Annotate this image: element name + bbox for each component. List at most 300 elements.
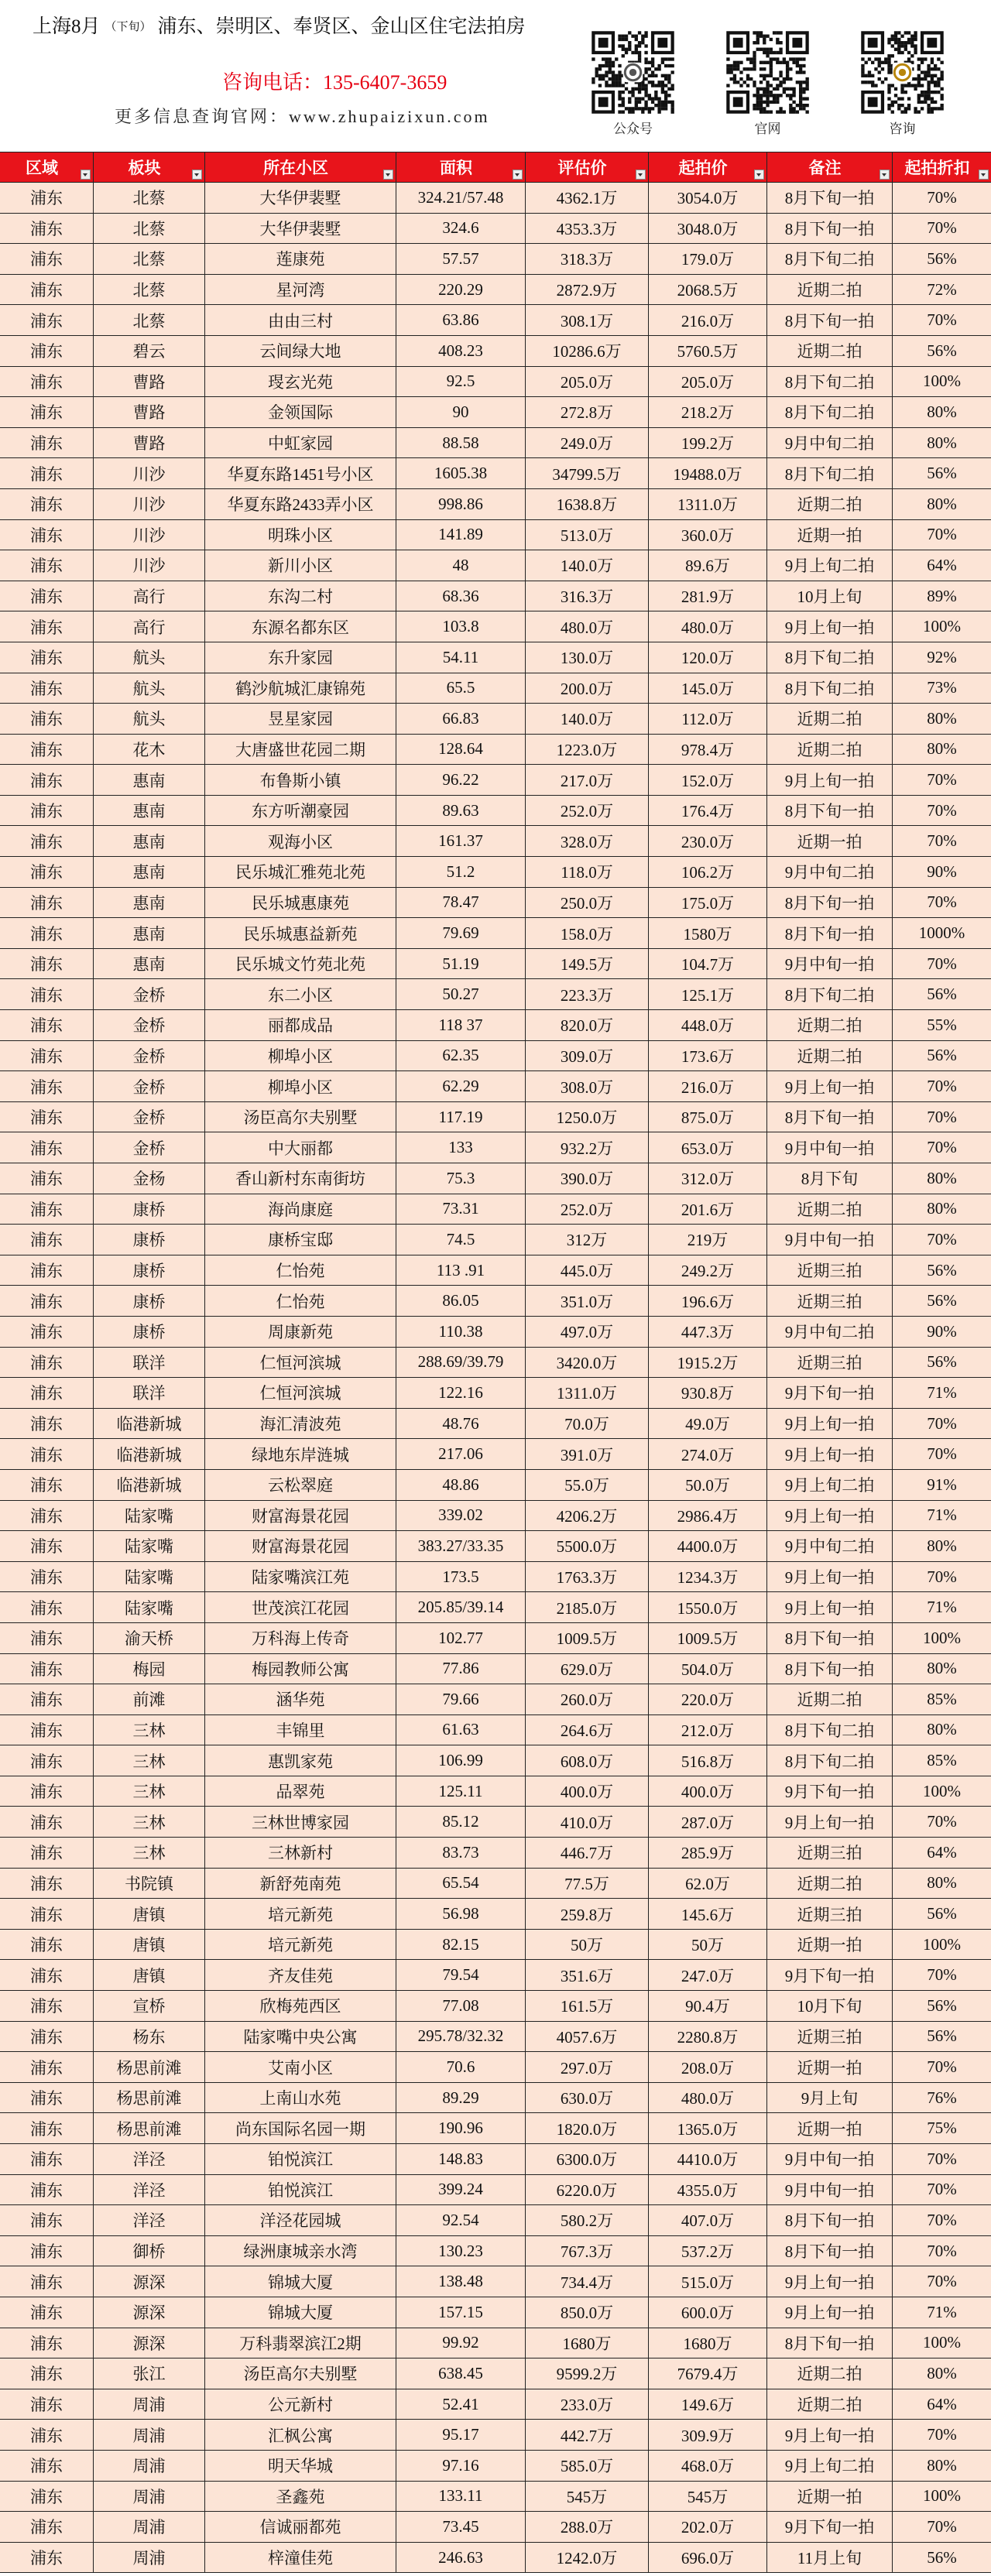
cell-region: 浦东 bbox=[0, 2113, 94, 2143]
table-row bbox=[0, 1991, 991, 2022]
cell-block: 金桥 bbox=[94, 1041, 205, 1071]
cell-starting-discount: 100% bbox=[923, 1934, 961, 1954]
cell-remark: 9月中旬一拍 bbox=[767, 949, 893, 979]
cell-starting-discount: 70% bbox=[927, 218, 957, 238]
cell-appraisal-price: 316.3万 bbox=[526, 581, 649, 611]
cell-block: 三林 bbox=[94, 1715, 205, 1745]
title-prefix: 上海8月 bbox=[33, 16, 101, 37]
cell-appraisal-price: 272.8万 bbox=[526, 397, 649, 427]
cell-block: 三林 bbox=[94, 1807, 205, 1837]
cell-appraisal-price: 130.0万 bbox=[526, 642, 649, 673]
cell-starting-discount: 100% bbox=[923, 1628, 961, 1647]
filter-dropdown-icon[interactable] bbox=[513, 170, 523, 180]
cell-region: 浦东 bbox=[0, 2266, 94, 2297]
header-starting-price bbox=[649, 152, 767, 182]
page-title bbox=[33, 11, 526, 39]
cell-area: 288.69/39.79 bbox=[396, 1348, 526, 1378]
cell-block: 唐镇 bbox=[94, 1960, 205, 1990]
cell-appraisal-price: 585.0万 bbox=[526, 2451, 649, 2481]
cell-community: 东方听潮豪园 bbox=[205, 796, 396, 826]
cell-remark: 9月上旬 bbox=[767, 2083, 893, 2113]
cell-block: 周浦 bbox=[94, 2389, 205, 2420]
cell-block: 杨思前滩 bbox=[94, 2113, 205, 2143]
table-row bbox=[0, 1838, 991, 1869]
cell-region: 浦东 bbox=[0, 1623, 94, 1653]
cell-area: 1605.38 bbox=[396, 458, 526, 488]
cell-block: 川沙 bbox=[94, 550, 205, 581]
table-row bbox=[0, 1255, 991, 1286]
cell-area: 205.85/39.14 bbox=[396, 1592, 526, 1622]
cell-region: 浦东 bbox=[0, 397, 94, 427]
cell-remark: 近期一拍 bbox=[767, 2052, 893, 2082]
cell-appraisal-price: 850.0万 bbox=[526, 2297, 649, 2328]
cell-community: 锦城大厦 bbox=[205, 2297, 396, 2328]
cell-starting-discount: 90% bbox=[927, 1321, 957, 1341]
cell-remark: 近期二拍 bbox=[767, 1194, 893, 1225]
cell-appraisal-price: 4206.2万 bbox=[526, 1501, 649, 1531]
cell-starting-price: 7679.4万 bbox=[649, 2358, 767, 2389]
cell-area: 56.98 bbox=[396, 1899, 526, 1929]
table-row bbox=[0, 1807, 991, 1838]
cell-area: 77.86 bbox=[396, 1654, 526, 1684]
cell-starting-discount: 80% bbox=[927, 1720, 957, 1739]
cell-block: 洋泾 bbox=[94, 2175, 205, 2205]
table-row bbox=[0, 397, 991, 428]
cell-starting-price: 1580万 bbox=[649, 918, 767, 948]
cell-block: 梅园 bbox=[94, 1654, 205, 1684]
cell-appraisal-price: 252.0万 bbox=[526, 796, 649, 826]
cell-starting-price: 360.0万 bbox=[649, 520, 767, 550]
qr-code-wechat-graphic bbox=[588, 28, 677, 117]
cell-appraisal-price: 252.0万 bbox=[526, 1194, 649, 1225]
cell-region: 浦东 bbox=[0, 1715, 94, 1745]
table-row bbox=[0, 888, 991, 919]
auction-listing-table bbox=[0, 152, 991, 2573]
cell-starting-price: 274.0万 bbox=[649, 1439, 767, 1469]
cell-starting-price: 1915.2万 bbox=[649, 1348, 767, 1378]
cell-community: 汤臣高尔夫别墅 bbox=[205, 2358, 396, 2389]
header-label: 起拍折扣 bbox=[904, 159, 970, 177]
cell-area: 998.86 bbox=[396, 489, 526, 519]
cell-region: 浦东 bbox=[0, 2543, 94, 2573]
cell-starting-discount: 91% bbox=[927, 1475, 957, 1494]
cell-block: 金桥 bbox=[94, 1010, 205, 1040]
cell-area: 220.29 bbox=[396, 275, 526, 305]
cell-community: 绿洲康城亲水湾 bbox=[205, 2236, 396, 2266]
cell-area: 82.15 bbox=[396, 1930, 526, 1960]
cell-region: 浦东 bbox=[0, 1654, 94, 1684]
cell-appraisal-price: 312万 bbox=[526, 1225, 649, 1255]
filter-dropdown-icon[interactable] bbox=[636, 170, 646, 180]
cell-block: 曹路 bbox=[94, 367, 205, 397]
cell-starting-discount: 89% bbox=[927, 586, 957, 605]
filter-dropdown-icon[interactable] bbox=[81, 170, 91, 180]
table-row bbox=[0, 949, 991, 980]
cell-appraisal-price: 309.0万 bbox=[526, 1041, 649, 1071]
table-row bbox=[0, 581, 991, 612]
cell-remark: 8月下旬一拍 bbox=[767, 1623, 893, 1653]
cell-remark: 8月下旬 bbox=[767, 1163, 893, 1194]
cell-starting-price: 480.0万 bbox=[649, 2083, 767, 2113]
cell-starting-price: 212.0万 bbox=[649, 1715, 767, 1745]
cell-area: 141.89 bbox=[396, 520, 526, 550]
cell-block: 三林 bbox=[94, 1745, 205, 1776]
cell-area: 48.76 bbox=[396, 1409, 526, 1439]
cell-block: 杨思前滩 bbox=[94, 2052, 205, 2082]
cell-region: 浦东 bbox=[0, 2420, 94, 2450]
cell-appraisal-price: 6220.0万 bbox=[526, 2175, 649, 2205]
cell-remark: 近期一拍 bbox=[767, 826, 893, 856]
cell-appraisal-price: 149.5万 bbox=[526, 949, 649, 979]
cell-block: 康桥 bbox=[94, 1317, 205, 1347]
cell-appraisal-price: 318.3万 bbox=[526, 244, 649, 274]
filter-dropdown-icon[interactable] bbox=[880, 170, 890, 180]
cell-region: 浦东 bbox=[0, 2083, 94, 2113]
header-label: 所在小区 bbox=[263, 159, 328, 177]
cell-block: 金桥 bbox=[94, 1102, 205, 1132]
cell-starting-price: 208.0万 bbox=[649, 2052, 767, 2082]
cell-starting-discount: 100% bbox=[923, 2333, 961, 2352]
cell-region: 浦东 bbox=[0, 489, 94, 519]
table-row bbox=[0, 1501, 991, 1532]
cell-appraisal-price: 328.0万 bbox=[526, 826, 649, 856]
cell-starting-price: 2068.5万 bbox=[649, 275, 767, 305]
cell-starting-discount: 56% bbox=[927, 2547, 957, 2567]
cell-starting-price: 281.9万 bbox=[649, 581, 767, 611]
header-label: 评估价 bbox=[557, 159, 607, 177]
cell-starting-price: 202.0万 bbox=[649, 2512, 767, 2542]
cell-region: 浦东 bbox=[0, 1348, 94, 1378]
cell-starting-discount: 56% bbox=[927, 464, 957, 483]
cell-starting-price: 3048.0万 bbox=[649, 214, 767, 244]
cell-starting-price: 62.0万 bbox=[649, 1869, 767, 1899]
cell-appraisal-price: 34799.5万 bbox=[526, 458, 649, 488]
cell-region: 浦东 bbox=[0, 2236, 94, 2266]
cell-region: 浦东 bbox=[0, 305, 94, 335]
cell-region: 浦东 bbox=[0, 458, 94, 488]
cell-starting-price: 875.0万 bbox=[649, 1102, 767, 1132]
table-row bbox=[0, 2205, 991, 2236]
cell-community: 明天华城 bbox=[205, 2451, 396, 2481]
cell-region: 浦东 bbox=[0, 1071, 94, 1101]
table-row bbox=[0, 1378, 991, 1409]
table-row bbox=[0, 550, 991, 581]
cell-area: 117.19 bbox=[396, 1102, 526, 1132]
table-row bbox=[0, 1163, 991, 1194]
filter-dropdown-icon[interactable] bbox=[754, 170, 764, 180]
cell-starting-price: 2986.4万 bbox=[649, 1501, 767, 1531]
cell-region: 浦东 bbox=[0, 2358, 94, 2389]
cell-starting-price: 285.9万 bbox=[649, 1838, 767, 1868]
cell-starting-discount: 80% bbox=[927, 739, 957, 759]
cell-region: 浦东 bbox=[0, 642, 94, 673]
cell-area: 51.19 bbox=[396, 949, 526, 979]
cell-area: 190.96 bbox=[396, 2113, 526, 2143]
table-row bbox=[0, 1071, 991, 1102]
header-remark bbox=[767, 152, 893, 182]
cell-starting-price: 219万 bbox=[649, 1225, 767, 1255]
cell-appraisal-price: 1680万 bbox=[526, 2328, 649, 2358]
cell-region: 浦东 bbox=[0, 1470, 94, 1500]
cell-region: 浦东 bbox=[0, 2052, 94, 2082]
filter-dropdown-icon[interactable] bbox=[383, 170, 393, 180]
cell-area: 62.35 bbox=[396, 1041, 526, 1071]
cell-remark: 近期二拍 bbox=[767, 1869, 893, 1899]
cell-starting-discount: 100% bbox=[923, 2486, 961, 2506]
table-row bbox=[0, 2512, 991, 2543]
qr-label-website: 官网 bbox=[754, 122, 781, 136]
cell-area: 97.16 bbox=[396, 2451, 526, 2481]
table-row bbox=[0, 1317, 991, 1348]
cell-appraisal-price: 1242.0万 bbox=[526, 2543, 649, 2573]
cell-remark: 9月上旬一拍 bbox=[767, 765, 893, 795]
cell-remark: 8月下旬二拍 bbox=[767, 458, 893, 488]
cell-remark: 9月上旬一拍 bbox=[767, 1807, 893, 1837]
table-row bbox=[0, 2420, 991, 2451]
cell-area: 65.5 bbox=[396, 673, 526, 704]
cell-region: 浦东 bbox=[0, 520, 94, 550]
cell-region: 浦东 bbox=[0, 611, 94, 642]
cell-appraisal-price: 249.0万 bbox=[526, 428, 649, 458]
cell-block: 联洋 bbox=[94, 1378, 205, 1408]
cell-starting-price: 247.0万 bbox=[649, 1960, 767, 1990]
cell-remark: 9月上旬一拍 bbox=[767, 611, 893, 642]
cell-starting-discount: 80% bbox=[927, 1168, 957, 1187]
cell-appraisal-price: 161.5万 bbox=[526, 1991, 649, 2021]
header-label: 起拍价 bbox=[678, 159, 728, 177]
table-row bbox=[0, 2144, 991, 2175]
cell-block: 高行 bbox=[94, 581, 205, 611]
cell-starting-price: 145.6万 bbox=[649, 1899, 767, 1929]
cell-area: 73.31 bbox=[396, 1194, 526, 1225]
cell-starting-price: 537.2万 bbox=[649, 2236, 767, 2266]
cell-starting-discount: 85% bbox=[927, 1751, 957, 1770]
cell-block: 北蔡 bbox=[94, 305, 205, 335]
cell-appraisal-price: 1311.0万 bbox=[526, 1378, 649, 1408]
cell-appraisal-price: 629.0万 bbox=[526, 1654, 649, 1684]
table-row bbox=[0, 2451, 991, 2482]
cell-area: 161.37 bbox=[396, 826, 526, 856]
cell-region: 浦东 bbox=[0, 1102, 94, 1132]
cell-area: 408.23 bbox=[396, 336, 526, 366]
cell-starting-price: 600.0万 bbox=[649, 2297, 767, 2328]
cell-appraisal-price: 445.0万 bbox=[526, 1255, 649, 1286]
cell-starting-price: 1009.5万 bbox=[649, 1623, 767, 1653]
cell-community: 大唐盛世花园二期 bbox=[205, 735, 396, 765]
cell-block: 宣桥 bbox=[94, 1991, 205, 2021]
cell-community: 培元新苑 bbox=[205, 1930, 396, 1960]
cell-block: 洋泾 bbox=[94, 2144, 205, 2174]
cell-community: 东源名都东区 bbox=[205, 611, 396, 642]
cell-appraisal-price: 2185.0万 bbox=[526, 1592, 649, 1622]
cell-starting-discount: 70% bbox=[927, 187, 957, 207]
cell-community: 周康新苑 bbox=[205, 1317, 396, 1347]
cell-remark: 8月下旬一拍 bbox=[767, 796, 893, 826]
table-row bbox=[0, 428, 991, 459]
table-row bbox=[0, 2113, 991, 2144]
cell-starting-price: 173.6万 bbox=[649, 1041, 767, 1071]
cell-appraisal-price: 70.0万 bbox=[526, 1409, 649, 1439]
cell-starting-price: 49.0万 bbox=[649, 1409, 767, 1439]
cell-region: 浦东 bbox=[0, 2297, 94, 2328]
cell-area: 85.12 bbox=[396, 1807, 526, 1837]
cell-appraisal-price: 734.4万 bbox=[526, 2266, 649, 2297]
cell-appraisal-price: 55.0万 bbox=[526, 1470, 649, 1500]
cell-block: 康桥 bbox=[94, 1255, 205, 1286]
cell-region: 浦东 bbox=[0, 1745, 94, 1776]
cell-block: 曹路 bbox=[94, 397, 205, 427]
cell-remark: 9月中旬一拍 bbox=[767, 2144, 893, 2174]
cell-remark: 9月上旬一拍 bbox=[767, 1439, 893, 1469]
cell-region: 浦东 bbox=[0, 1163, 94, 1194]
cell-starting-price: 199.2万 bbox=[649, 428, 767, 458]
cell-remark: 9月中旬二拍 bbox=[767, 857, 893, 887]
filter-dropdown-icon[interactable] bbox=[192, 170, 202, 180]
cell-remark: 9月上旬二拍 bbox=[767, 2451, 893, 2481]
cell-starting-discount: 56% bbox=[927, 341, 957, 360]
cell-remark: 近期三拍 bbox=[767, 1348, 893, 1378]
cell-region: 浦东 bbox=[0, 888, 94, 918]
cell-area: 54.11 bbox=[396, 642, 526, 673]
cell-region: 浦东 bbox=[0, 336, 94, 366]
cell-remark: 8月下旬二拍 bbox=[767, 642, 893, 673]
cell-community: 香山新村东南街坊 bbox=[205, 1163, 396, 1194]
cell-region: 浦东 bbox=[0, 1899, 94, 1929]
cell-appraisal-price: 9599.2万 bbox=[526, 2358, 649, 2389]
cell-starting-discount: 56% bbox=[927, 1260, 957, 1279]
cell-remark: 近期二拍 bbox=[767, 735, 893, 765]
cell-community: 柳埠小区 bbox=[205, 1041, 396, 1071]
cell-region: 浦东 bbox=[0, 1592, 94, 1622]
cell-starting-discount: 80% bbox=[927, 494, 957, 513]
cell-starting-discount: 75% bbox=[927, 2119, 957, 2138]
cell-remark: 9月中旬一拍 bbox=[767, 2175, 893, 2205]
cell-starting-price: 2280.8万 bbox=[649, 2022, 767, 2052]
cell-block: 源深 bbox=[94, 2297, 205, 2328]
qr-label-wechat: 公众号 bbox=[613, 122, 653, 136]
cell-community: 培元新苑 bbox=[205, 1899, 396, 1929]
table-row bbox=[0, 2266, 991, 2297]
cell-appraisal-price: 1820.0万 bbox=[526, 2113, 649, 2143]
cell-community: 云间绿大地 bbox=[205, 336, 396, 366]
cell-block: 高行 bbox=[94, 611, 205, 642]
cell-block: 唐镇 bbox=[94, 1930, 205, 1960]
table-row bbox=[0, 2297, 991, 2328]
cell-starting-price: 112.0万 bbox=[649, 704, 767, 734]
table-row bbox=[0, 1132, 991, 1163]
cell-starting-price: 106.2万 bbox=[649, 857, 767, 887]
cell-starting-discount: 80% bbox=[927, 402, 957, 421]
cell-community: 洋泾花园城 bbox=[205, 2205, 396, 2235]
cell-remark: 9月上旬一拍 bbox=[767, 1409, 893, 1439]
cell-block: 渝天桥 bbox=[94, 1623, 205, 1653]
cell-area: 51.2 bbox=[396, 857, 526, 887]
table-row bbox=[0, 1899, 991, 1930]
cell-area: 113 .91 bbox=[396, 1255, 526, 1286]
table-row bbox=[0, 1470, 991, 1501]
cell-area: 118 37 bbox=[396, 1010, 526, 1040]
cell-appraisal-price: 4362.1万 bbox=[526, 183, 649, 213]
cell-area: 106.99 bbox=[396, 1745, 526, 1776]
cell-block: 源深 bbox=[94, 2328, 205, 2358]
cell-region: 浦东 bbox=[0, 1684, 94, 1714]
table-row bbox=[0, 1194, 991, 1225]
cell-area: 75.3 bbox=[396, 1163, 526, 1194]
cell-remark: 9月上旬二拍 bbox=[767, 550, 893, 581]
cell-community: 三林新村 bbox=[205, 1838, 396, 1868]
cell-block: 碧云 bbox=[94, 336, 205, 366]
cell-starting-discount: 71% bbox=[927, 1598, 957, 1617]
table-row bbox=[0, 2358, 991, 2389]
cell-starting-price: 216.0万 bbox=[649, 1071, 767, 1101]
cell-starting-discount: 70% bbox=[927, 1138, 957, 1157]
table-row bbox=[0, 1010, 991, 1041]
cell-region: 浦东 bbox=[0, 367, 94, 397]
header-label: 备注 bbox=[808, 159, 842, 177]
title-period: （下旬） bbox=[105, 21, 152, 33]
cell-starting-discount: 80% bbox=[927, 433, 957, 452]
cell-area: 96.22 bbox=[396, 765, 526, 795]
qr-label-consult: 咨询 bbox=[889, 122, 916, 136]
cell-remark: 近期一拍 bbox=[767, 1930, 893, 1960]
cell-remark: 近期二拍 bbox=[767, 704, 893, 734]
cell-block: 惠南 bbox=[94, 888, 205, 918]
table-row bbox=[0, 1531, 991, 1562]
cell-region: 浦东 bbox=[0, 857, 94, 887]
cell-starting-discount: 80% bbox=[927, 1199, 957, 1218]
cell-starting-price: 220.0万 bbox=[649, 1684, 767, 1714]
cell-remark: 近期三拍 bbox=[767, 1255, 893, 1286]
cell-block: 三林 bbox=[94, 1838, 205, 1868]
cell-community: 绿地东岸涟城 bbox=[205, 1439, 396, 1469]
cell-community: 仁怡苑 bbox=[205, 1286, 396, 1316]
cell-remark: 9月上旬一拍 bbox=[767, 1501, 893, 1531]
cell-appraisal-price: 932.2万 bbox=[526, 1132, 649, 1163]
cell-appraisal-price: 140.0万 bbox=[526, 704, 649, 734]
cell-region: 浦东 bbox=[0, 1562, 94, 1592]
filter-dropdown-icon[interactable] bbox=[979, 170, 989, 180]
cell-area: 73.45 bbox=[396, 2512, 526, 2542]
cell-block: 源深 bbox=[94, 2266, 205, 2297]
cell-region: 浦东 bbox=[0, 581, 94, 611]
cell-starting-discount: 71% bbox=[927, 1506, 957, 1525]
table-row bbox=[0, 1592, 991, 1623]
cell-area: 399.24 bbox=[396, 2175, 526, 2205]
table-row bbox=[0, 2236, 991, 2267]
table-row bbox=[0, 305, 991, 336]
table-row bbox=[0, 1225, 991, 1255]
cell-community: 汇枫公寓 bbox=[205, 2420, 396, 2450]
cell-area: 324.21/57.48 bbox=[396, 183, 526, 213]
cell-area: 57.57 bbox=[396, 244, 526, 274]
cell-area: 66.83 bbox=[396, 704, 526, 734]
cell-starting-price: 230.0万 bbox=[649, 826, 767, 856]
cell-block: 北蔡 bbox=[94, 244, 205, 274]
cell-starting-discount: 70% bbox=[927, 1444, 957, 1464]
cell-community: 云松翠庭 bbox=[205, 1470, 396, 1500]
cell-region: 浦东 bbox=[0, 214, 94, 244]
cell-region: 浦东 bbox=[0, 1439, 94, 1469]
cell-starting-discount: 70% bbox=[927, 2180, 957, 2199]
cell-area: 122.16 bbox=[396, 1378, 526, 1408]
cell-community: 仁恒河滨城 bbox=[205, 1378, 396, 1408]
cell-community: 上南山水苑 bbox=[205, 2083, 396, 2113]
cell-starting-discount: 56% bbox=[927, 1904, 957, 1923]
cell-region: 浦东 bbox=[0, 1838, 94, 1868]
cell-starting-price: 516.8万 bbox=[649, 1745, 767, 1776]
cell-appraisal-price: 308.0万 bbox=[526, 1071, 649, 1101]
cell-region: 浦东 bbox=[0, 1409, 94, 1439]
